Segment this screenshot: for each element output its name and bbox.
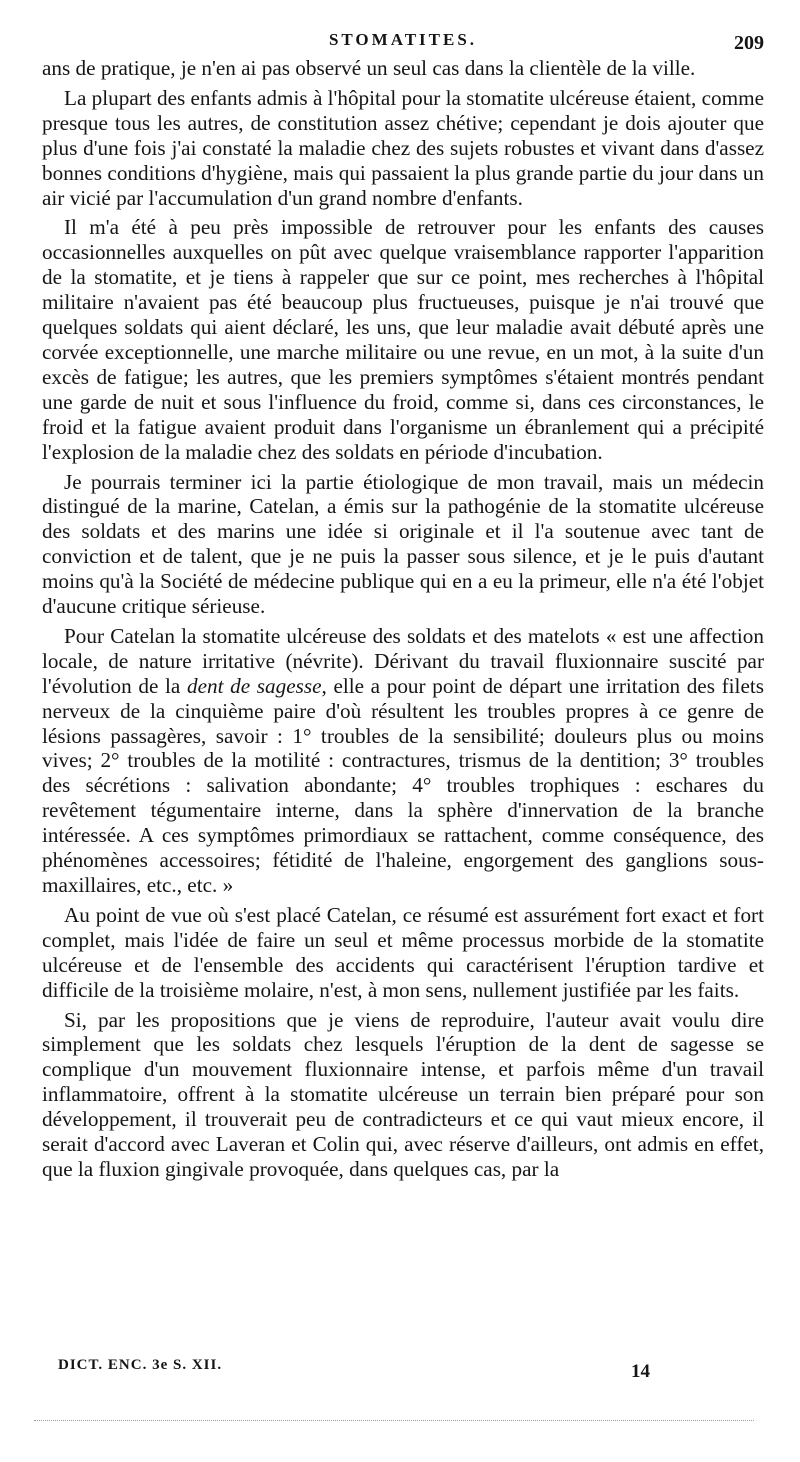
italic-term: dent de sagesse <box>186 673 322 698</box>
dotted-rule <box>34 1420 754 1421</box>
text-run: , elle a pour point de départ une irritation des filets nerveux de la cinquième paire d'où résultent les troubles propres à ce genre de lésions passagères, savoir : 1° troubles de la sensibilité; douleurs plus ou moins vives; 2° troubles de la motilité : contractures, trismus de la dentition; 3° troubles des sécrétions : salivation abondante; 4° troubles trophiques : eschares du revêtement tégumentaire interne, dans la sphère d'innervation de la branche intéressée. A ces symptômes primordiaux se rattachent, comme conséquence, des phénomènes accessoires; fétidité de l'haleine, engorgement des ganglions sous-maxillaires, etc., etc. » <box>42 673 764 897</box>
paragraph <box>42 624 764 898</box>
paragraph: Il m'a été à peu près impossible de retrouver pour les enfants des causes occasionnelles auxquelles on pût avec quelque vraisemblance rapporter l'apparition de la stomatite, et je tiens à rappeler que sur ce point, mes recherches à l'hôpital militaire n'avaient pas été beaucoup plus fructueuses, puisque je n'ai trouvé que quelques soldats qui aient déclaré, les uns, que leur maladie avait débuté après une corvée exceptionnelle, une marche militaire ou une revue, en un mot, à la suite d'un excès de fatigue; les autres, que les premiers symptômes s'étaient montrés pendant une garde de nuit et sous l'influence du froid, comme si, dans ces circonstances, le froid et la fatigue avaient produit dans l'organisme un ébranlement qui a précipité l'explosion de la maladie chez des soldats en période d'incubation. <box>42 215 764 464</box>
paragraph: Si, par les propositions que je viens de reproduire, l'auteur avait voulu dire simplement que les soldats chez lesquels l'éruption de la dent de sagesse se complique d'un mouvement fluxionnaire intense, et parfois même d'un travail inflammatoire, offrent à la stomatite ulcéreuse un terrain bien préparé pour son développement, il trouverait peu de contradicteurs et ce qui vaut mieux encore, il serait d'accord avec Laveran et Colin qui, avec réserve d'ailleurs, ont admis en effet, que la fluxion gingivale provoquée, dans quelques cas, par la <box>42 1007 764 1181</box>
page-number: 209 <box>734 32 764 54</box>
paragraph: Je pourrais terminer ici la partie étiologique de mon travail, mais un médecin distingué de la marine, Catelan, a émis sur la pathogénie de la stomatite ulcéreuse des soldats et des marins une idée si originale et il l'a soutenue avec tant de conviction et de talent, que je ne puis la passer sous silence, et je le puis d'autant moins qu'à la Société de médecine publique qui en a eu la primeur, elle n'a été l'objet d'aucune critique sérieuse. <box>42 469 764 619</box>
paragraph: Au point de vue où s'est placé Catelan, ce résumé est assurément fort exact et fort complet, mais l'idée de faire un seul et même processus morbide de la stomatite ulcéreuse et de l'ensemble des accidents qui caractérisent l'éruption tardive et difficile de la troisième molaire, n'est, à mon sens, nullement justifiée par les faits. <box>42 902 764 1002</box>
body-text <box>42 56 764 1182</box>
page-header <box>42 30 764 56</box>
printer-signature: DICT. ENC. 3e S. XII. <box>58 1357 223 1373</box>
text-run: Pour Catelan la stomatite ulcéreuse des soldats et des matelots « est une affection locale, de nature irritative (névrite). Dérivant du travail fluxionnaire suscité par l'évolution de la <box>42 623 764 698</box>
book-page <box>42 30 764 1187</box>
sheet-number: 14 <box>631 1361 650 1382</box>
paragraph: La plupart des enfants admis à l'hôpital pour la stomatite ulcéreuse étaient, comme presque tous les autres, de constitution assez chétive; cependant je dois ajouter que plus d'une fois j'ai constaté la maladie chez des sujets robustes et vivant dans d'assez bonnes conditions d'hygiène, mais qui passaient la plus grande partie du jour dans un air vicié par l'accumulation d'un grand nombre d'enfants. <box>42 85 764 210</box>
paragraph: ans de pratique, je n'en ai pas observé un seul cas dans la clientèle de la ville. <box>42 56 696 80</box>
running-title: STOMATITES. <box>328 30 478 49</box>
